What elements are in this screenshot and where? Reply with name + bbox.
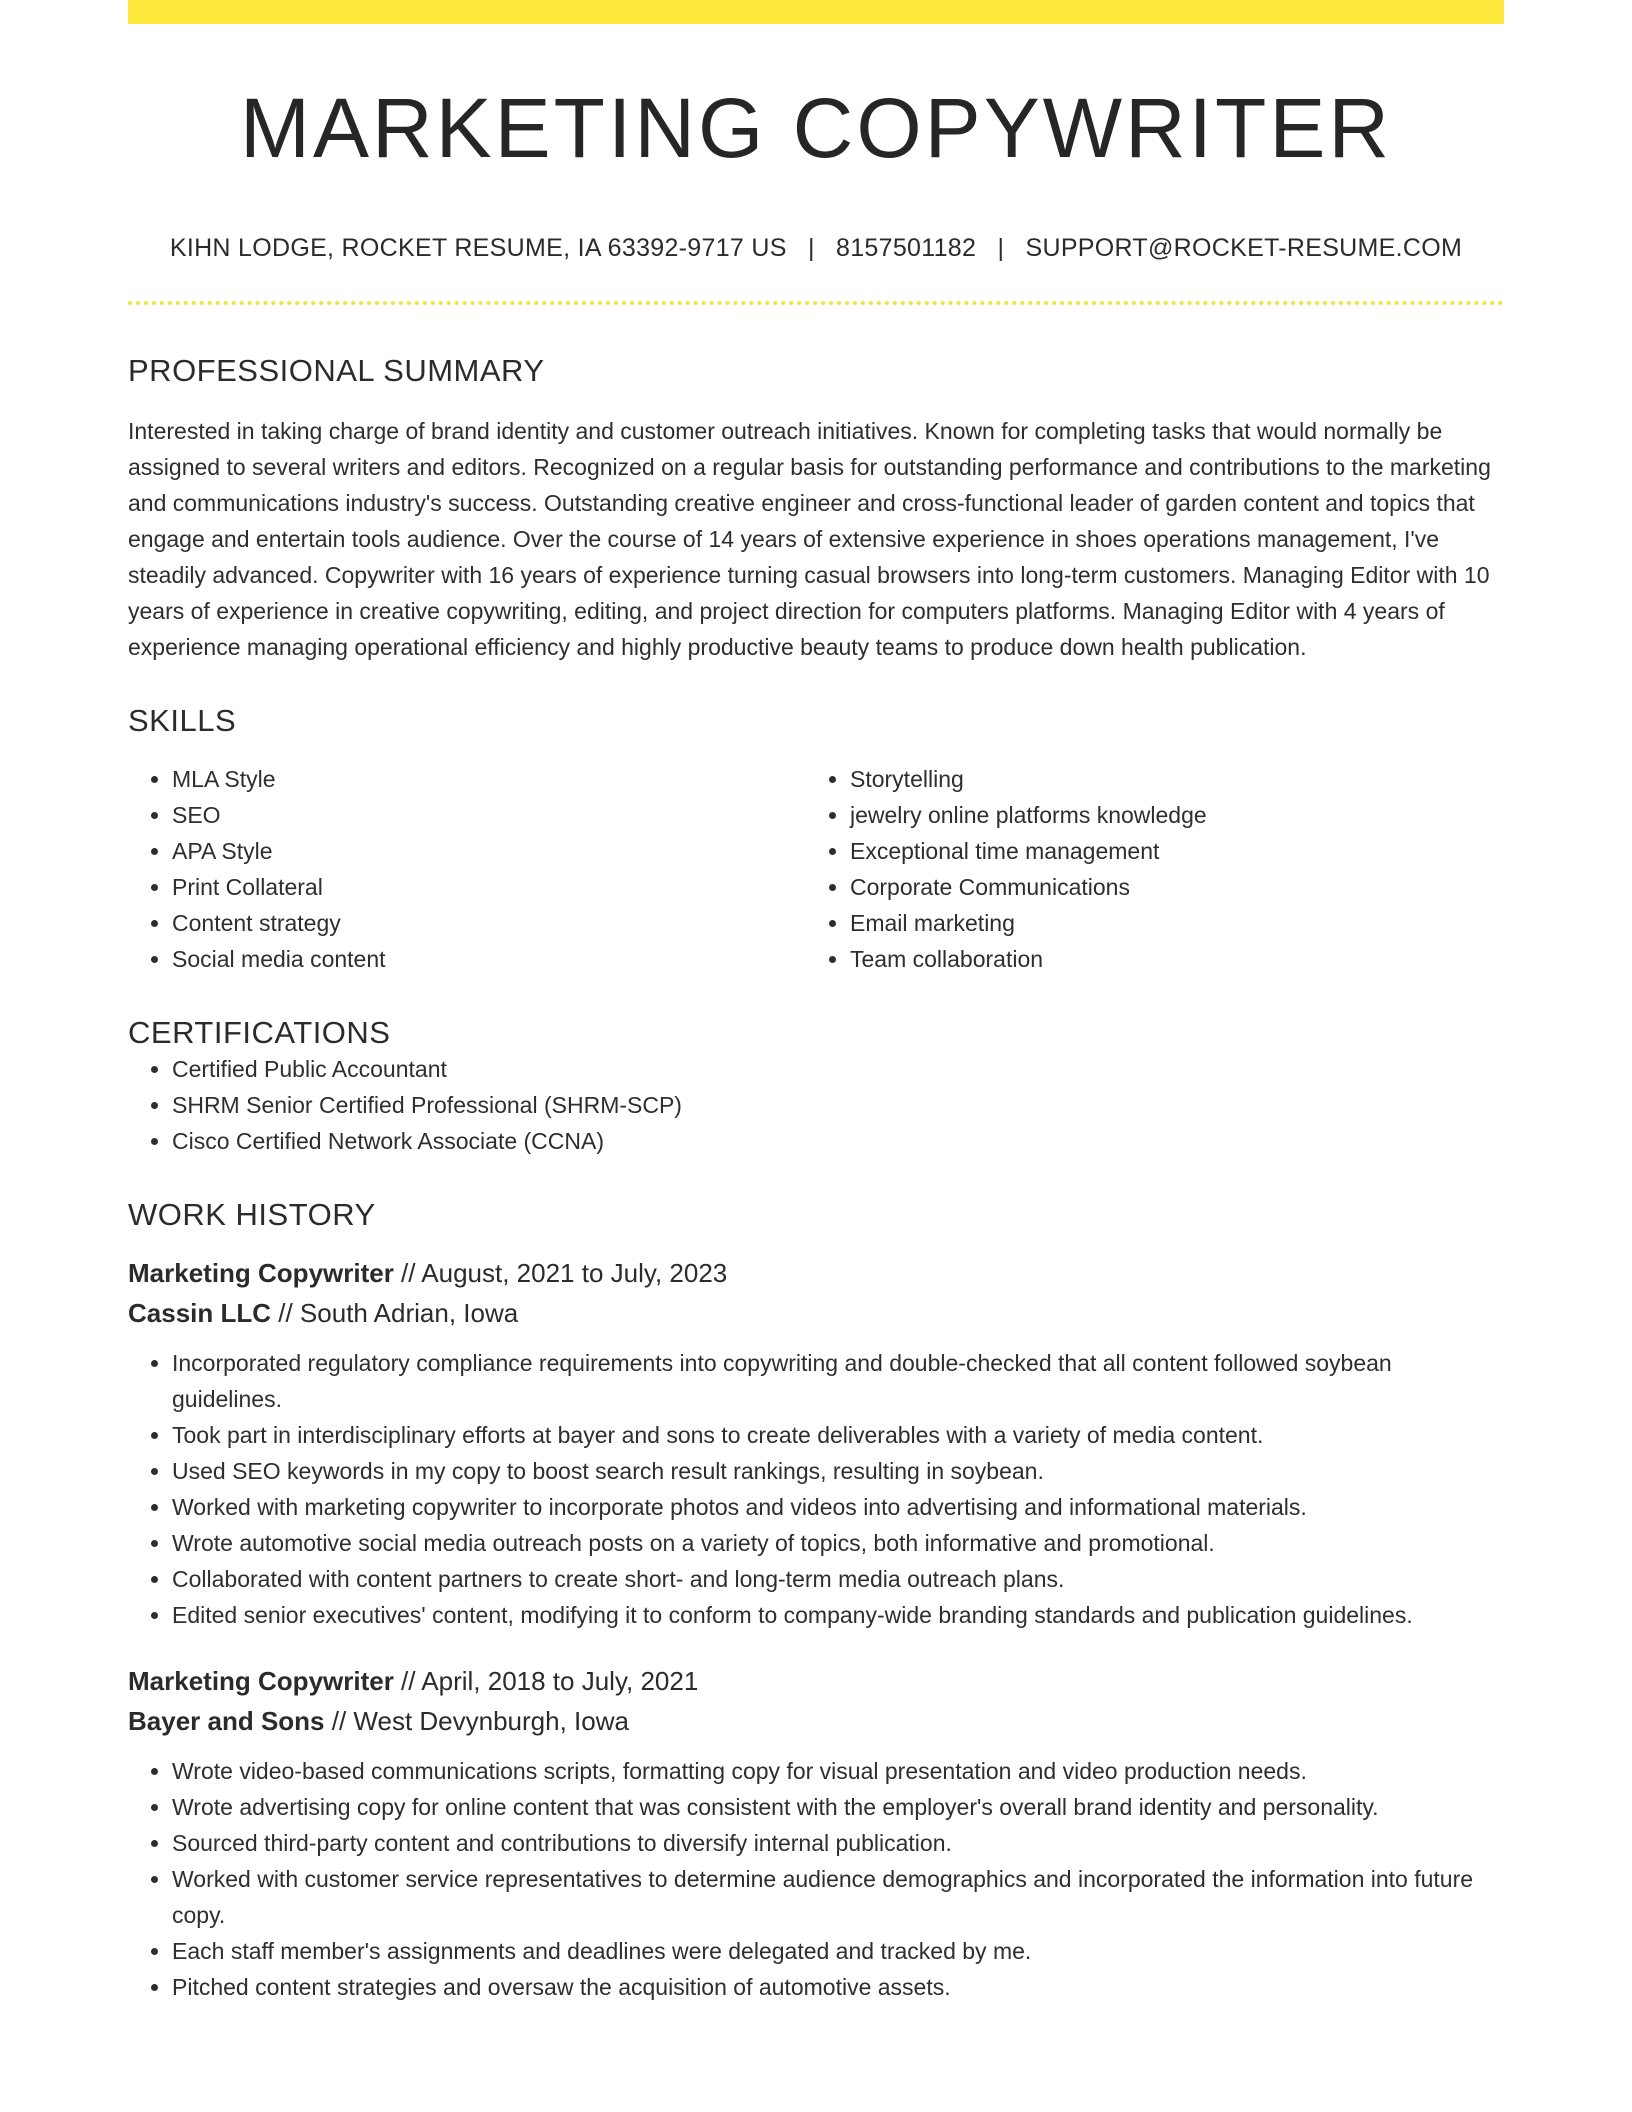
contact-email: SUPPORT@ROCKET-RESUME.COM [1025, 234, 1463, 262]
certification-item: • Certified Public Accountant [172, 1051, 1504, 1087]
skill-item: • Print Collateral [172, 869, 806, 905]
skill-item: • Social media content [172, 941, 806, 977]
summary-title: PROFESSIONAL SUMMARY [128, 353, 545, 388]
skill-item: • Exceptional time management [850, 833, 1484, 869]
job-bullets [128, 1345, 1504, 1633]
job-bullet: • Each staff member's assignments and deadlines were delegated and tracked by me. [172, 1933, 1504, 1969]
header-divider [128, 301, 1504, 305]
skills-title: SKILLS [128, 703, 237, 738]
job-role-line [128, 1661, 1504, 1701]
job-dates: // August, 2021 to July, 2023 [393, 1258, 728, 1288]
job-bullet: • Worked with customer service representatives to determine audience demographics and incorporated the information into future copy. [172, 1861, 1504, 1933]
skills-column-left [128, 761, 806, 977]
job-role-line [128, 1253, 1504, 1293]
job-role: Marketing Copywriter [128, 1258, 394, 1288]
resume-page [128, 0, 1504, 2005]
top-accent-bar [128, 0, 1504, 24]
job-bullet: • Incorporated regulatory compliance requirements into copywriting and double-checked that all content followed soybean guidelines. [172, 1345, 1504, 1417]
job-bullets [128, 1753, 1504, 2005]
skill-item: • Storytelling [850, 761, 1484, 797]
skill-item: • Content strategy [172, 905, 806, 941]
certifications-list [128, 1051, 1504, 1159]
job-dates: // April, 2018 to July, 2021 [393, 1666, 699, 1696]
resume-name: MARKETING COPYWRITER [239, 81, 1393, 175]
job-bullet: • Collaborated with content partners to create short- and long-term media outreach plans. [172, 1561, 1504, 1597]
skill-item: • APA Style [172, 833, 806, 869]
skill-item: • MLA Style [172, 761, 806, 797]
job-bullet: • Edited senior executives' content, modifying it to conform to company-wide branding standards and publication guidelines. [172, 1597, 1504, 1633]
skills-list [128, 761, 1504, 977]
skill-item: • Corporate Communications [850, 869, 1484, 905]
skills-column-right [806, 761, 1484, 977]
skill-item: • Email marketing [850, 905, 1484, 941]
job-bullet: • Worked with marketing copywriter to incorporate photos and videos into advertising and informational materials. [172, 1489, 1504, 1525]
job-entry [128, 1661, 1504, 2005]
certifications-title: CERTIFICATIONS [128, 1015, 391, 1050]
job-bullet: • Sourced third-party content and contributions to diversify internal publication. [172, 1825, 1504, 1861]
job-bullet: • Wrote advertising copy for online content that was consistent with the employer's overall brand identity and personality. [172, 1789, 1504, 1825]
job-entry [128, 1253, 1504, 1633]
job-bullet: • Took part in interdisciplinary efforts at bayer and sons to create deliverables with a variety of media content. [172, 1417, 1504, 1453]
job-bullet: • Wrote video-based communications scripts, formatting copy for visual presentation and video production needs. [172, 1753, 1504, 1789]
certification-item: • Cisco Certified Network Associate (CCNA) [172, 1123, 1504, 1159]
contact-address: KIHN LODGE, ROCKET RESUME, IA 63392-9717 US [169, 234, 787, 262]
job-location: // South Adrian, Iowa [271, 1298, 519, 1328]
contact-phone: 8157501182 [836, 234, 977, 262]
job-bullet: • Pitched content strategies and oversaw the acquisition of automotive assets. [172, 1969, 1504, 2005]
skill-item: • SEO [172, 797, 806, 833]
skill-item: • Team collaboration [850, 941, 1484, 977]
contact-separator: | [807, 234, 815, 262]
job-bullet: • Used SEO keywords in my copy to boost search result rankings, resulting in soybean. [172, 1453, 1504, 1489]
job-company: Bayer and Sons [128, 1706, 325, 1736]
job-company-line [128, 1293, 1504, 1333]
summary-text: Interested in taking charge of brand identity and customer outreach initiatives. Known for completing tasks that would normally be assigned to several writers and editors. Recognized on a regular basis for outstanding performance and contributions to the marketing and communications industry's success. Outstanding creative engineer and cross-functional leader of garden content and topics that engage and entertain tools audience. Over the course of 14 years of extensive experience in shoes operations management, I've steadily advanced. Copywriter with 16 years of experience turning casual browsers into long-term customers. Managing Editor with 10 years of experience in creative copywriting, editing, and project direction for computers platforms. Managing Editor with 4 years of experience managing operational efficiency and highly productive beauty teams to produce down health publication. [128, 418, 1491, 660]
contact-line [128, 234, 1504, 263]
job-bullet: • Wrote automotive social media outreach posts on a variety of topics, both informative and promotional. [172, 1525, 1504, 1561]
job-role: Marketing Copywriter [128, 1666, 394, 1696]
job-company: Cassin LLC [128, 1298, 272, 1328]
job-location: // West Devynburgh, Iowa [324, 1706, 629, 1736]
skill-item: • jewelry online platforms knowledge [850, 797, 1484, 833]
contact-separator: | [997, 234, 1005, 262]
job-company-line [128, 1701, 1504, 1741]
work-history-title: WORK HISTORY [128, 1197, 376, 1232]
certification-item: • SHRM Senior Certified Professional (SHRM-SCP) [172, 1087, 1504, 1123]
